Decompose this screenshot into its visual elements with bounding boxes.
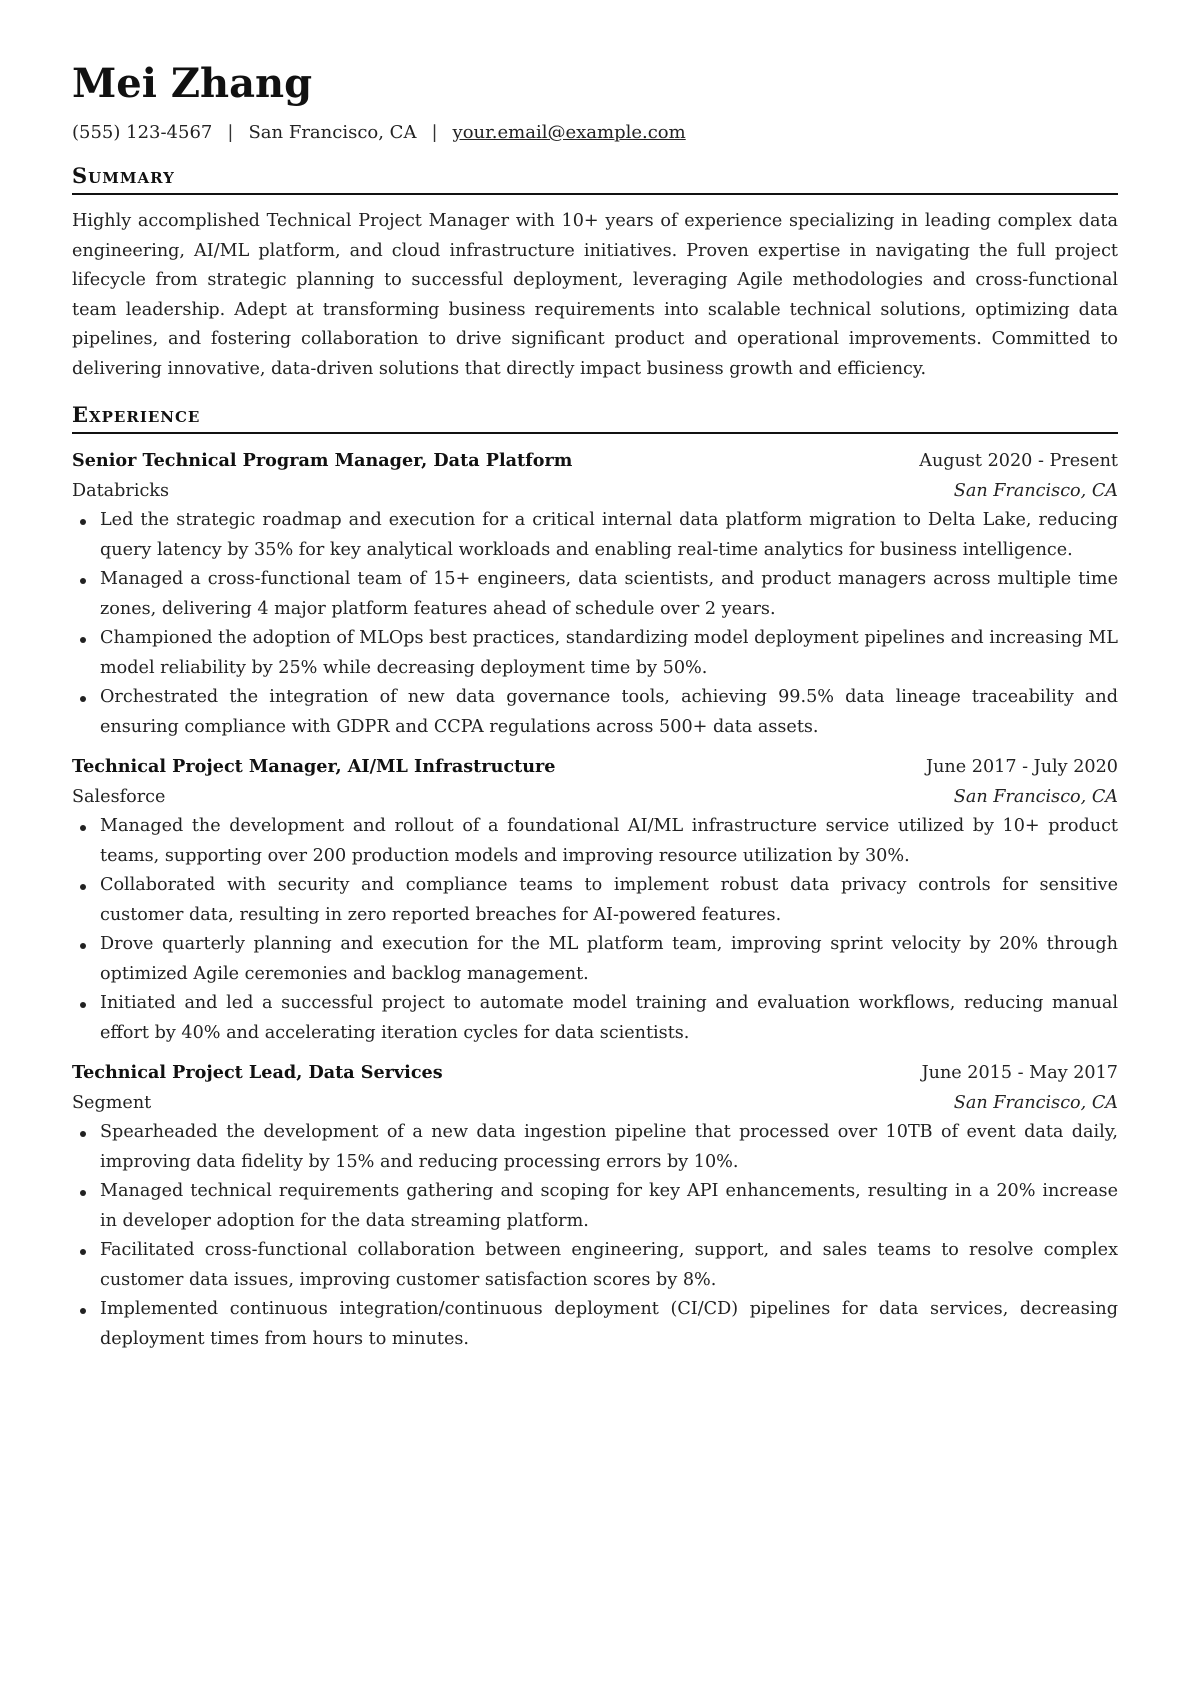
contact-location: San Francisco, CA (248, 122, 417, 143)
bullet-item (72, 624, 1118, 683)
bullet-item (72, 1177, 1118, 1236)
job-bullets (72, 506, 1118, 742)
summary-text: Highly accomplished Technical Project Manager with 10+ years of experience specializing in leading complex data engineering, AI/ML platform, and cloud infrastructure initiatives. Proven expertise in navigating the full project lifecycle from strategic planning to successful deployment, leveraging Agile methodologies and cross-functional team leadership. Adept at transforming business requirements into scalable technical solutions, optimizing data pipelines, and fostering collaboration to drive significant product and operational improvements. Committed to delivering innovative, data-driven solutions that directly impact business growth and efficiency. (72, 211, 1118, 379)
job-header-row (72, 752, 1118, 783)
bullet-icon (80, 884, 86, 890)
bullet-item (72, 683, 1118, 742)
bullet-icon (80, 943, 86, 949)
contact-line (72, 121, 1118, 145)
bullet-icon (80, 1131, 86, 1137)
contact-separator: | (227, 122, 234, 143)
bullet-text: Facilitated cross-functional collaboration between engineering, support, and sales teams to resolve complex customer data issues, improving customer satisfaction scores by 8%. (100, 1240, 1118, 1290)
bullet-icon (80, 578, 86, 584)
bullet-item (72, 506, 1118, 565)
bullet-text: Led the strategic roadmap and execution for a critical internal data platform migration to Delta Lake, reducing query latency by 35% for key analytical workloads and enabling real-time analytics for business intelligence. (100, 510, 1118, 560)
job-entry (72, 752, 1118, 1048)
company-name: Salesforce (72, 786, 166, 807)
bullet-item (72, 871, 1118, 930)
job-company-row (72, 477, 1118, 507)
job-entry (72, 446, 1118, 742)
contact-separator: | (431, 122, 438, 143)
bullet-icon (80, 1249, 86, 1255)
bullet-text: Managed a cross-functional team of 15+ engineers, data scientists, and product managers across multiple time zones, delivering 4 major platform features ahead of schedule over 2 years. (100, 569, 1118, 619)
bullet-item (72, 1295, 1118, 1354)
job-dates: August 2020 - Present (919, 451, 1118, 471)
bullet-text: Managed the development and rollout of a foundational AI/ML infrastructure service utilized by 10+ product teams, supporting over 200 production models and improving resource utilization by 30%. (100, 816, 1118, 866)
candidate-name: Mei Zhang (72, 60, 313, 107)
bullet-item (72, 812, 1118, 871)
bullet-item (72, 565, 1118, 624)
email-link[interactable]: your.email@example.com (452, 122, 686, 143)
bullet-text: Orchestrated the integration of new data governance tools, achieving 99.5% data lineage traceability and ensuring compliance with GDPR and CCPA regulations across 500+ data assets. (100, 687, 1118, 737)
bullet-icon (80, 519, 86, 525)
job-title: Technical Project Manager, AI/ML Infrastructure (72, 756, 556, 777)
bullet-text: Managed technical requirements gathering and scoping for key API enhancements, resulting in a 20% increase in developer adoption for the data streaming platform. (100, 1181, 1118, 1231)
bullet-item (72, 930, 1118, 989)
job-bullets (72, 1118, 1118, 1354)
bullet-icon (80, 1308, 86, 1314)
job-dates: June 2015 - May 2017 (921, 1063, 1118, 1083)
company-name: Segment (72, 1092, 152, 1113)
job-entry (72, 1058, 1118, 1354)
bullet-text: Implemented continuous integration/continuous deployment (CI/CD) pipelines for data services, decreasing deployment times from hours to minutes. (100, 1299, 1118, 1349)
job-bullets (72, 812, 1118, 1048)
bullet-icon (80, 637, 86, 643)
job-location: San Francisco, CA (953, 1092, 1118, 1113)
bullet-text: Spearheaded the development of a new data ingestion pipeline that processed over 10TB of event data daily, improving data fidelity by 15% and reducing processing errors by 10%. (100, 1122, 1118, 1172)
job-dates: June 2017 - July 2020 (926, 757, 1118, 777)
bullet-item (72, 1236, 1118, 1295)
job-header-row (72, 446, 1118, 477)
job-company-row (72, 783, 1118, 813)
bullet-icon (80, 825, 86, 831)
summary-heading: Summary (72, 163, 1118, 195)
bullet-text: Drove quarterly planning and execution for the ML platform team, improving sprint velocity by 20% through optimized Agile ceremonies and backlog management. (100, 934, 1118, 984)
bullet-text: Championed the adoption of MLOps best practices, standardizing model deployment pipelines and increasing ML model reliability by 25% while decreasing deployment time by 50%. (100, 628, 1118, 678)
company-name: Databricks (72, 480, 169, 501)
bullet-text: Collaborated with security and compliance teams to implement robust data privacy controls for sensitive customer data, resulting in zero reported breaches for AI-powered features. (100, 875, 1118, 925)
experience-heading: Experience (72, 402, 1118, 434)
bullet-text: Initiated and led a successful project to automate model training and evaluation workflows, reducing manual effort by 40% and accelerating iteration cycles for data scientists. (100, 993, 1118, 1043)
job-company-row (72, 1089, 1118, 1119)
bullet-icon (80, 1002, 86, 1008)
job-location: San Francisco, CA (953, 480, 1118, 501)
job-location: San Francisco, CA (953, 786, 1118, 807)
job-title: Technical Project Lead, Data Services (72, 1062, 443, 1083)
bullet-icon (80, 696, 86, 702)
bullet-item (72, 989, 1118, 1048)
job-title: Senior Technical Program Manager, Data Platform (72, 450, 573, 471)
phone-number: (555) 123-4567 (72, 122, 213, 143)
job-header-row (72, 1058, 1118, 1089)
bullet-item (72, 1118, 1118, 1177)
bullet-icon (80, 1190, 86, 1196)
